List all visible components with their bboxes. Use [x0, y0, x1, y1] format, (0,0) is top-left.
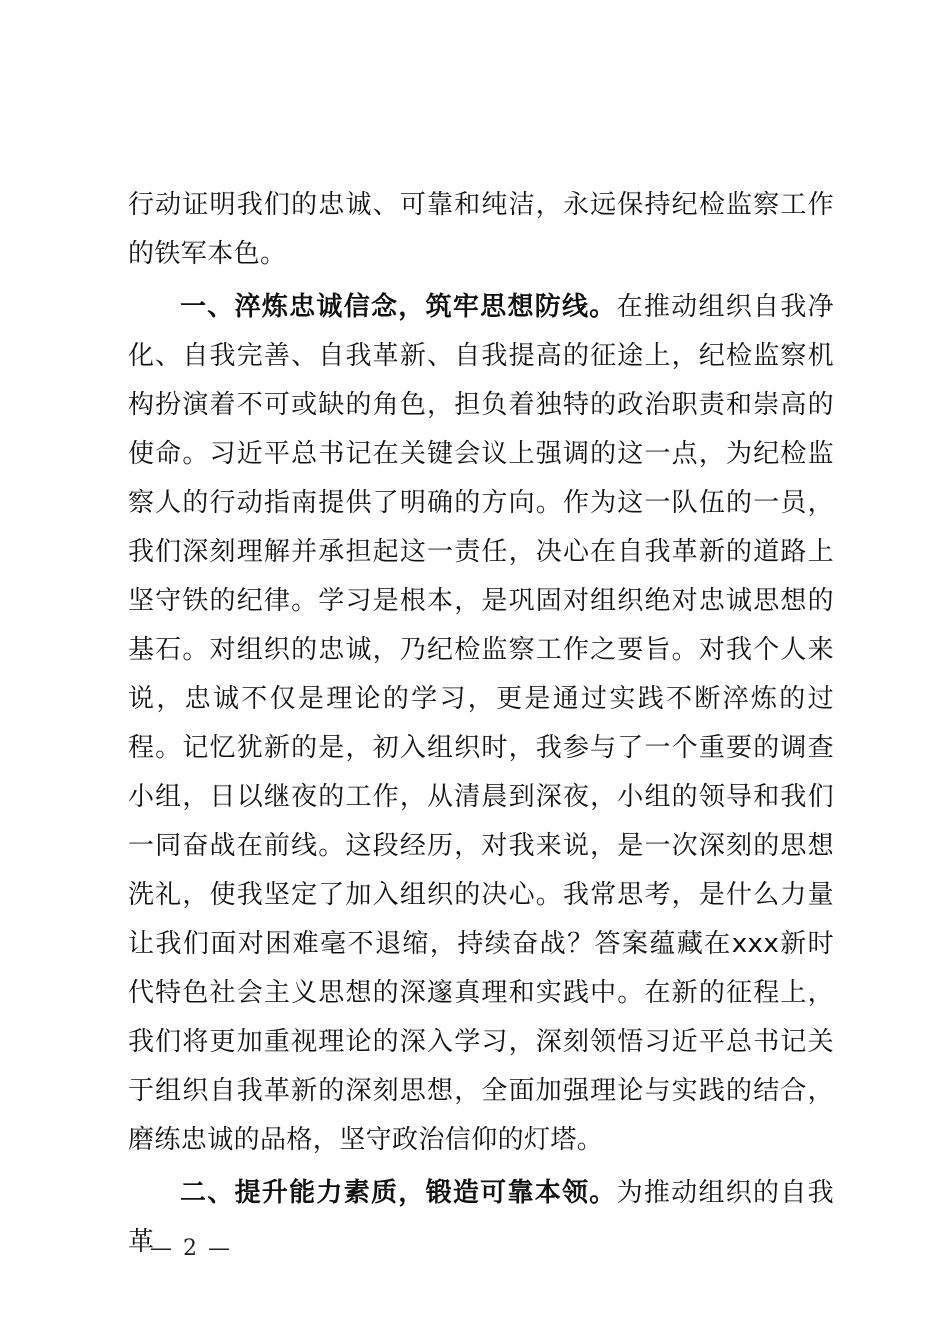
- section-2-heading: 二、提升能力素质，锻造可靠本领。: [180, 1178, 617, 1208]
- page-number: — 2 —: [150, 1236, 232, 1261]
- paragraph-2-text: 在推动组织自我净化、自我完善、自我革新、自我提高的征途上，纪检监察机构扮演着不可或缺的角色，担负着独特的政治职责和崇高的使命。习近平总书记在关键会议上强调的这一点，为纪检监察人的行动指南提供了明确的方向。作为这一队伍的一员，我们深刻理解并承担起这一责任，决心在自我革新的道路上坚守铁的纪律。学习是根本，是巩固对组织绝对忠诚思想的基石。对组织的忠诚，乃纪检监察工作之要旨。对我个人来说，忠诚不仅是理论的学习，更是通过实践不断淬炼的过程。记忆犹新的是，初入组织时，我参与了一个重要的调查小组，日以继夜的工作，从清晨到深夜，小组的领导和我们一同奋战在前线。这段经历，对我来说，是一次深刻的思想洗礼，使我坚定了加入组织的决心。我常思考，是什么力量让我们面对困难毫不退缩，持续奋战？答案蕴藏在xxx新时代特色社会主义思想的深邃真理和实践中。在新的征程上，我们将更加重视理论的深入学习，深刻领悟习近平总书记关于组织自我革新的深刻思想，全面加强理论与实践的结合，磨练忠诚的品格，坚守政治信仰的灯塔。: [128, 292, 834, 1155]
- document-body: [128, 181, 834, 1267]
- section-1-heading: 一、淬炼忠诚信念，筑牢思想防线。: [180, 292, 617, 322]
- paragraph-1: [128, 181, 834, 279]
- paragraph-3-text: 为推动组织的自我革: [128, 1178, 834, 1257]
- paragraph-3: [128, 1169, 834, 1267]
- paragraph-1-text: 行动证明我们的忠诚、可靠和纯洁，永远保持纪检监察工作的铁军本色。: [128, 190, 834, 269]
- paragraph-2: [128, 283, 834, 1165]
